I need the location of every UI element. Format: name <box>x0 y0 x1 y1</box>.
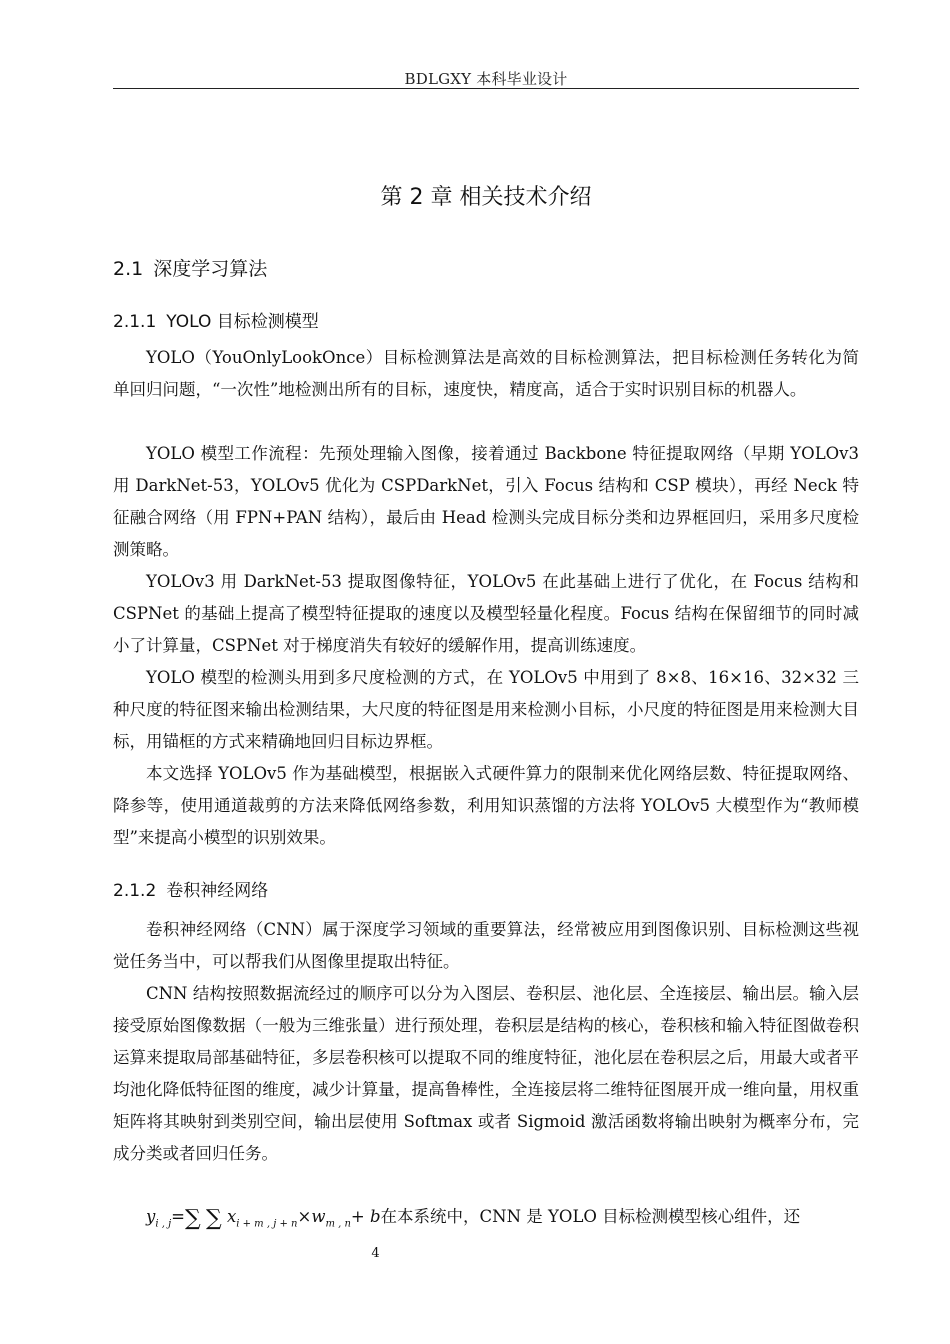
page-number: 4 <box>371 1246 380 1261</box>
sum-symbol: ∑ <box>205 1206 222 1231</box>
formula-equals: = <box>171 1207 185 1226</box>
section-heading <box>113 254 267 281</box>
section-number: 2.1 <box>113 258 144 280</box>
section-title: 深度学习算法 <box>153 258 268 280</box>
formula-bias: + b <box>350 1207 381 1226</box>
header-rule <box>113 88 859 89</box>
subsection-title: 卷积神经网络 <box>166 881 269 901</box>
subsection-number: 2.1.2 <box>113 881 157 901</box>
formula-lhs: y <box>146 1207 156 1226</box>
formula-times: × <box>297 1207 312 1226</box>
convolution-formula <box>146 1201 381 1240</box>
formula-w: w <box>311 1207 326 1226</box>
formula-x: x <box>226 1207 237 1226</box>
subsection-number: 2.1.1 <box>113 312 157 332</box>
sum-symbol: ∑ <box>185 1206 201 1231</box>
paragraph: YOLO 模型工作流程：先预处理输入图像，接着通过 Backbone 特征提取网络（早期 YOLOv3 用 DarkNet-53，YOLOv5 优化为 CSPDarkNet，引入 Focus 结构和 CSP 模块），再经 Neck 特征融合网络（用 FPN+PAN 结构），最后由 Head 检测头完成目标分类和边界框回归，采用多尺度检测策略。 <box>113 444 859 559</box>
page-header: BDLGXY 本科毕业设计 <box>404 70 568 88</box>
formula-lhs-subscript: i , j <box>155 1218 172 1230</box>
subsection-heading-cnn <box>113 876 268 901</box>
paragraph: YOLO（YouOnlyLookOnce）目标检测算法是高效的目标检测算法，把目标检测任务转化为简单回归问题，“一次性”地检测出所有的目标，速度快，精度高，适合于实时识别目标的机器人。 <box>113 348 859 399</box>
subsection-title: YOLO 目标检测模型 <box>166 312 319 332</box>
paragraph: 本文选择 YOLOv5 作为基础模型，根据嵌入式硬件算力的限制来优化网络层数、特征提取网络、降参等，使用通道裁剪的方法来降低网络参数，利用知识蒸馏的方法将 YOLOv5 大模型作为“教师模型”来提高小模型的识别效果。 <box>113 764 859 847</box>
formula-w-subscript: m , n <box>325 1218 351 1230</box>
paragraph: YOLO 模型的检测头用到多尺度检测的方式，在 YOLOv5 中用到了 8×8、16×16、32×32 三种尺度的特征图来输出检测结果，大尺度的特征图是用来检测小目标，小尺度的特征图是用来检测大目标，用锚框的方式来精确地回归目标边界框。 <box>113 668 859 751</box>
formula-line <box>113 1201 859 1240</box>
formula-trailing-text: 在本系统中，CNN 是 YOLO 目标检测模型核心组件，还 <box>380 1207 801 1226</box>
chapter-title: 第 2 章 相关技术介绍 <box>380 185 592 210</box>
subsection-heading-yolo <box>113 307 319 332</box>
paragraph: YOLOv3 用 DarkNet-53 提取图像特征，YOLOv5 在此基础上进行了优化，在 Focus 结构和 CSPNet 的基础上提高了模型特征提取的速度以及模型轻量化程度。Focus 结构在保留细节的同时减小了计算量，CSPNet 对于梯度消失有较好的缓解作用，提高训练速度。 <box>113 572 859 655</box>
paragraph: 卷积神经网络（CNN）属于深度学习领域的重要算法，经常被应用到图像识别、目标检测这些视觉任务当中，可以帮我们从图像里提取出特征。 <box>113 920 859 971</box>
paragraph: CNN 结构按照数据流经过的顺序可以分为入图层、卷积层、池化层、全连接层、输出层。输入层接受原始图像数据（一般为三维张量）进行预处理，卷积层是结构的核心，卷积核和输入特征图做卷积运算来提取局部基础特征，多层卷积核可以提取不同的维度特征，池化层在卷积层之后，用最大或者平均池化降低特征图的维度，减少计算量，提高鲁棒性，全连接层将二维特征图展开成一维向量，用权重矩阵将其映射到类别空间，输出层使用 Softmax 或者 Sigmoid 激活函数将输出映射为概率分布，完成分类或者回归任务。 <box>113 984 859 1163</box>
formula-x-subscript: i + m , j + n <box>236 1218 298 1230</box>
